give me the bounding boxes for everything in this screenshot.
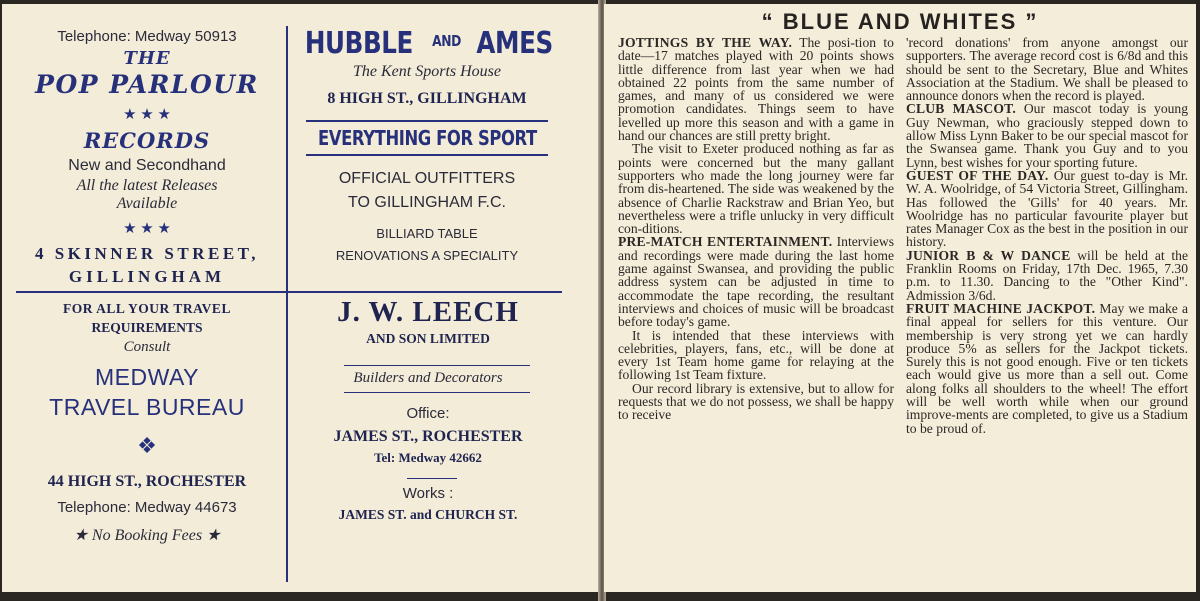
travel-line-1: FOR ALL YOUR TRAVEL xyxy=(63,301,231,316)
article-paragraph xyxy=(906,102,1188,168)
ad-divider-vertical xyxy=(286,26,288,582)
blue-and-whites-page xyxy=(604,4,1196,592)
article-paragraph xyxy=(618,235,894,328)
paragraph-text: Our guest to-day is Mr. W. A. Woolridge, of 54 Victoria Street, Gillingham. Has followed the 'Gills' for 40 years. Mr. Woolridge has no particular favourite player but rates Manager Cox as the best in the position in our history. xyxy=(906,167,1188,250)
new-secondhand: New and Secondhand xyxy=(68,157,226,174)
leech-rule-top xyxy=(344,365,530,366)
leech-works: Works : xyxy=(402,485,454,502)
pop-parlour-address-2: GILLINGHAM xyxy=(68,267,226,286)
latest-releases: All the latest Releases xyxy=(76,177,218,194)
paragraph-text: Interviews and recordings were made during the last home game against Swansea, and providing the public address system can be adjusted in time to accommodate the tape recording, the resultant interviews and choices of music will be broadcast before today's game. xyxy=(618,234,894,330)
hubble-tagline: The Kent Sports House xyxy=(353,63,501,80)
leech-rule-bottom xyxy=(344,392,530,393)
medway-address: 44 HIGH ST., ROCHESTER xyxy=(47,473,247,490)
paragraph-text: 'record donations' from anyone amongst our supporters. The average record cost is 6/8d and this should be sent to the Secretary, Blue and Whites Association at the Stadium. We shall be pleased to announce donors when the record is played. xyxy=(906,35,1188,104)
outfitters-line-1: OFFICIAL OUTFITTERS xyxy=(338,170,516,187)
paragraph-text: Our record library is extensive, but to allow for requests that we do not possess, we shall be happy to receive xyxy=(618,380,894,423)
pop-parlour-ad xyxy=(12,28,282,287)
billiard-line-1: BILLIARD TABLE xyxy=(376,226,478,241)
ornament-icon: ❖ xyxy=(137,433,157,458)
article-paragraph xyxy=(906,169,1188,249)
article-paragraph xyxy=(618,329,894,382)
article-paragraph xyxy=(906,249,1188,302)
pop-parlour-the: THE xyxy=(123,48,171,69)
ad-divider-horizontal xyxy=(16,291,562,293)
hubble-rule-bottom xyxy=(306,154,548,156)
column-right xyxy=(906,36,1188,435)
leech-tel: Tel: Medway 42662 xyxy=(374,450,482,465)
paragraph-heading: PRE-MATCH ENTERTAINMENT. xyxy=(618,234,833,250)
paragraph-heading: CLUB MASCOT. xyxy=(906,101,1017,117)
paragraph-text: May we make a final appeal for sellers for this venture. Our membership is very strong yet we can hardly produce 5% as sellers for the Jackpot tickets. Surely this is not good enough. Five or ten tickets each would give us more than a sell out. Come along folks all shoulders to the wheel! The effort will be well worth while when our ground improve-ments are completed, to give us a Stadium to be proud of. xyxy=(906,300,1188,436)
available: Available xyxy=(116,195,178,212)
pop-parlour-telephone: Telephone: Medway 50913 xyxy=(57,28,237,45)
article-paragraph xyxy=(906,36,1188,102)
hubble-rule-top xyxy=(306,120,548,122)
paragraph-text: Our mascot today is young Guy Newman, who graciously stepped down to allow Miss Lynn Baker to be our special mascot for the Swansea game. Thank you Guy and to you Lynn, best wishes for your sporting future. xyxy=(906,101,1189,170)
pop-parlour-name: POP PARLOUR xyxy=(35,70,259,99)
paragraph-text: The visit to Exeter produced nothing as far as points were concerned but the many gallant supporters who made the long journey were far from dis-heartened. The side was weakened by the absence of Charlie Rackstraw and Brian Yeo, but nevertheless were a trifle unlucky in very difficult con-ditions. xyxy=(618,141,894,237)
leech-works-address: JAMES ST. and CHURCH ST. xyxy=(338,507,518,522)
medway-name: MEDWAY xyxy=(95,364,199,390)
records-heading: RECORDS xyxy=(83,128,211,153)
travel-bureau-name: TRAVEL BUREAU xyxy=(49,394,245,420)
travel-consult: Consult xyxy=(123,339,171,355)
leech-sub: AND SON LIMITED xyxy=(366,331,490,346)
medway-telephone: Telephone: Medway 44673 xyxy=(57,499,237,516)
paragraph-text: It is intended that these interviews with celebrities, players, fans, etc., will be done at every 1st Team home game for relaying at the following 1st Team fixture. xyxy=(618,327,894,383)
hubble-slogan: EVERYTHING FOR SPORT xyxy=(317,126,537,150)
travel-line-2: REQUIREMENTS xyxy=(91,320,203,335)
leech-name: J. W. LEECH xyxy=(337,296,519,328)
no-booking-fees: ★ No Booking Fees ★ xyxy=(73,527,221,544)
jw-leech-ad xyxy=(294,296,562,523)
billiard-line-2: RENOVATIONS A SPECIALITY xyxy=(335,248,519,263)
medway-travel-ad xyxy=(12,301,282,545)
article-paragraph xyxy=(618,142,894,235)
article-paragraph xyxy=(618,36,894,142)
paragraph-text: will be held at the Franklin Rooms on Friday, 17th Dec. 1965, 7.30 p.m. to 11.30. Dancing to the "Other Kind". Admission 3/6d. xyxy=(906,247,1188,303)
hubble-ames-ad xyxy=(292,26,562,263)
column-left xyxy=(618,36,894,422)
hubble-name: HUBBLE xyxy=(304,26,413,61)
leech-office-address: JAMES ST., ROCHESTER xyxy=(333,428,523,445)
paragraph-heading: FRUIT MACHINE JACKPOT. xyxy=(906,300,1096,316)
paragraph-text: The posi-tion to date—17 matches played with 20 points shows little difference from last year when we had obtained 22 points from the same number of games, and many of us considered we were promotion candidates. Things seem to have levelled up more this season and with a game in hand our chances are still pretty bright. xyxy=(618,35,894,144)
pop-parlour-address-1: 4 SKINNER STREET, xyxy=(34,244,260,263)
leech-trade: Builders and Decorators xyxy=(353,370,503,386)
paragraph-heading: GUEST OF THE DAY. xyxy=(906,167,1049,183)
paragraph-heading: JOTTINGS BY THE WAY. xyxy=(618,35,793,50)
page-title: “ BLUE AND WHITES ” xyxy=(761,9,1039,34)
star-row: ★ ★ ★ xyxy=(123,107,171,123)
paragraph-heading: JUNIOR B & W DANCE xyxy=(906,247,1071,263)
hubble-and: AND xyxy=(431,32,461,50)
outfitters-line-2: TO GILLINGHAM F.C. xyxy=(348,194,506,211)
leech-short-rule xyxy=(407,478,457,479)
ames-name: AMES xyxy=(476,26,553,61)
hubble-address: 8 HIGH ST., GILLINGHAM xyxy=(327,90,527,107)
article-paragraph xyxy=(618,382,894,422)
leech-office: Office: xyxy=(406,405,450,422)
advertisement-page xyxy=(2,4,601,592)
star-row-2: ★ ★ ★ xyxy=(123,221,171,237)
article-paragraph xyxy=(906,302,1188,435)
